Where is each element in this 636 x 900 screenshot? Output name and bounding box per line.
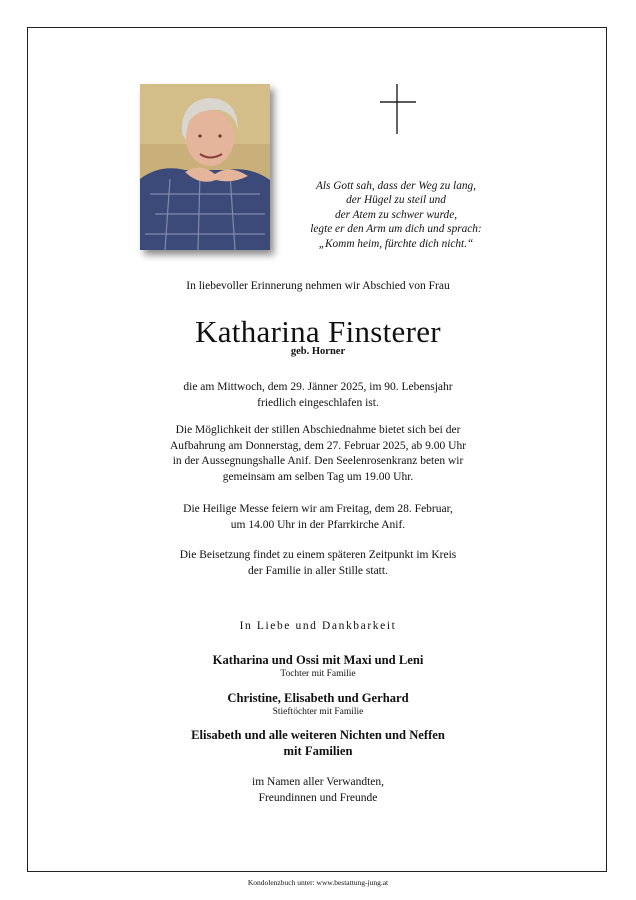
text-line: die am Mittwoch, dem 29. Jänner 2025, im 90. Lebensjahr	[183, 381, 453, 393]
closing-text	[0, 775, 636, 806]
mourner-group	[0, 727, 636, 759]
mourner-group	[0, 652, 636, 680]
text-line: Die Heilige Messe feiern wir am Freitag, dem 28. Februar,	[183, 503, 453, 515]
mourner-relation: Stieftöchter mit Familie	[272, 707, 364, 717]
burial-notice	[0, 548, 636, 579]
mourner-names: Christine, Elisabeth und Gerhard	[227, 691, 409, 705]
latin-cross-icon	[380, 84, 416, 134]
text-line: Die Möglichkeit der stillen Abschiednahme bietet sich bei der	[175, 424, 461, 436]
text-line: im Namen aller Verwandten,	[252, 776, 384, 788]
poem-line: der Atem zu schwer wurde,	[334, 208, 458, 221]
poem-line: legte er den Arm um dich und sprach:	[310, 223, 482, 236]
death-notice	[0, 380, 636, 411]
poem-line: „Komm heim, fürchte dich nicht.“	[318, 237, 474, 250]
mourner-relation: Tochter mit Familie	[280, 669, 356, 679]
text-line: Aufbahrung am Donnerstag, dem 27. Februar 2025, ab 9.00 Uhr	[169, 439, 467, 452]
portrait-photo	[140, 84, 270, 250]
text-line: Freundinnen und Freunde	[258, 791, 378, 804]
mass-notice	[0, 502, 636, 533]
condolence-footer: Kondolenzbuch unter: www.bestattung-jung.at	[247, 878, 389, 887]
mourner-names: Katharina und Ossi mit Maxi und Leni	[212, 653, 424, 667]
deceased-name: Katharina Finsterer	[195, 314, 441, 349]
mourner-group	[0, 690, 636, 718]
thanks-heading: In Liebe und Dankbarkeit	[239, 620, 397, 632]
poem-line: Als Gott sah, dass der Weg zu lang,	[316, 180, 476, 192]
mourner-names: mit Familien	[283, 744, 353, 758]
poem-line: der Hügel zu steil und	[346, 194, 446, 207]
text-line: um 14.00 Uhr in der Pfarrkirche Anif.	[230, 518, 406, 531]
viewing-notice	[0, 423, 636, 485]
memorial-poem	[296, 179, 496, 251]
text-line: Die Beisetzung findet zu einem späteren Zeitpunkt im Kreis	[179, 549, 457, 561]
intro-text: In liebevoller Erinnerung nehmen wir Abschied von Frau	[186, 280, 450, 292]
text-line: der Familie in aller Stille statt.	[248, 564, 388, 577]
mourner-names: Elisabeth und alle weiteren Nichten und Neffen	[191, 728, 445, 742]
text-line: in der Aussegnungshalle Anif. Den Seelenrosenkranz beten wir	[172, 455, 464, 468]
maiden-name: geb. Horner	[290, 346, 346, 357]
text-line: gemeinsam am selben Tag um 19.00 Uhr.	[222, 470, 414, 483]
text-line: friedlich eingeschlafen ist.	[257, 396, 379, 409]
